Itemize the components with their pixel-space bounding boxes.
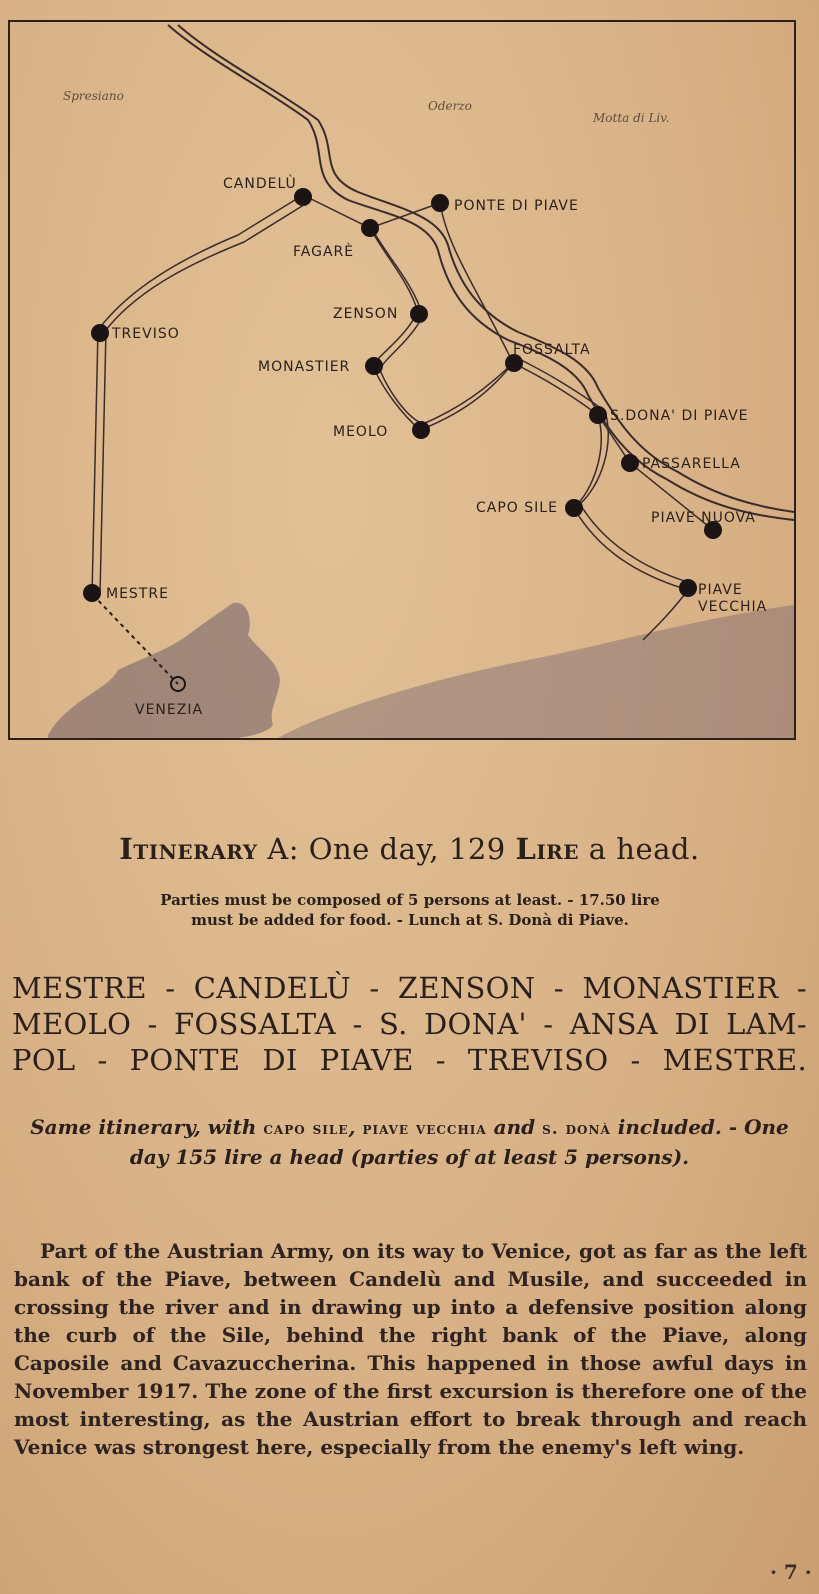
label-candelu: CANDELÙ <box>223 176 297 192</box>
label-s-dona: S.DONA' DI PIAVE <box>610 408 749 424</box>
label-monastier: MONASTIER <box>258 359 351 375</box>
label-passarella: PASSARELLA <box>642 456 741 472</box>
town-dot-passarella <box>621 454 639 472</box>
alt-text-4: included. - One day 155 lire a head (parties of at least 5 persons). <box>129 1115 789 1169</box>
town-dot-zenson <box>410 305 428 323</box>
label-capo-sile: CAPO SILE <box>476 500 558 516</box>
title-middle: A: One day, 129 <box>257 832 516 866</box>
label-mestre: MESTRE <box>106 586 169 602</box>
title-end: a head. <box>579 832 700 866</box>
label-treviso: TREVISO <box>112 326 180 342</box>
title-lire-word: Lire <box>515 832 580 866</box>
town-dot-meolo <box>412 421 430 439</box>
body-paragraph: Part of the Austrian Army, on its way to Venice, got as far as the left bank of the Piave, between Candelù and Musile, and succeeded in crossing the river and in drawing up into a defensive position along the curb of the Sile, behind the right bank of the Piave, along Caposile and Cavazuccherina. This happened in those awful days in November 1917. The zone of the first excursion is therefore one of the most interesting, as the Austrian effort to break through and reach Venice was strongest here, especially from the enemy's left wing. <box>14 1239 807 1459</box>
alt-text-2: , <box>348 1115 363 1139</box>
map-drawing <box>8 20 806 755</box>
town-dot-s-dona <box>589 406 607 424</box>
label-ponte-di-piave: PONTE DI PIAVE <box>454 198 579 214</box>
town-dot-treviso <box>91 324 109 342</box>
piave-river <box>168 25 794 520</box>
alt-capo-sile: capo sile <box>263 1119 349 1139</box>
itinerary-title <box>0 832 819 866</box>
label-piave-nuova: PIAVE NUOVA <box>651 510 756 526</box>
label-venezia: VENEZIA <box>135 702 204 718</box>
town-dot-piave-vecchia <box>679 579 697 597</box>
alt-s-dona: s. donà <box>542 1119 611 1139</box>
label-fagare: FAGARÈ <box>293 244 355 260</box>
page-number: · 7 · <box>770 1560 812 1584</box>
town-dot-capo-sile <box>565 499 583 517</box>
label-zenson: ZENSON <box>333 306 399 322</box>
note-line-1: Parties must be composed of 5 persons at least. - 17.50 lire <box>160 891 660 909</box>
alt-text-1: Same itinerary, with <box>30 1115 264 1139</box>
alternative-itinerary <box>12 1113 807 1171</box>
town-dot-ponte-di-piave <box>431 194 449 212</box>
itinerary-map <box>8 20 806 755</box>
sea-shape <box>278 605 794 738</box>
itinerary-route: MESTRE - CANDELÙ - ZENSON - MONASTIER - MEOLO - FOSSALTA - S. DONA' - ANSA DI LAM-POL - PONTE DI PIAVE - TREVISO - MESTRE. <box>12 971 807 1077</box>
town-dot-mestre <box>83 584 101 602</box>
note-line-2: must be added for food. - Lunch at S. Donà di Piave. <box>191 911 629 929</box>
title-itinerary-word: Itinerary <box>119 832 258 866</box>
town-dot-fagare <box>361 219 379 237</box>
label-piave-vecchia-1: PIAVE <box>698 582 743 598</box>
label-piave-vecchia-2: VECCHIA <box>698 599 768 615</box>
alt-text-3: and <box>486 1115 543 1139</box>
label-motta: Motta di Liv. <box>593 111 670 125</box>
itinerary-note <box>80 890 740 930</box>
alt-piave-vecchia: piave vecchia <box>362 1119 487 1139</box>
label-fossalta: FOSSALTA <box>513 342 591 358</box>
label-oderzo: Oderzo <box>428 99 472 113</box>
town-dot-monastier <box>365 357 383 375</box>
label-spresiano: Spresiano <box>63 89 124 103</box>
town-markers <box>83 188 722 602</box>
label-meolo: MEOLO <box>333 424 389 440</box>
